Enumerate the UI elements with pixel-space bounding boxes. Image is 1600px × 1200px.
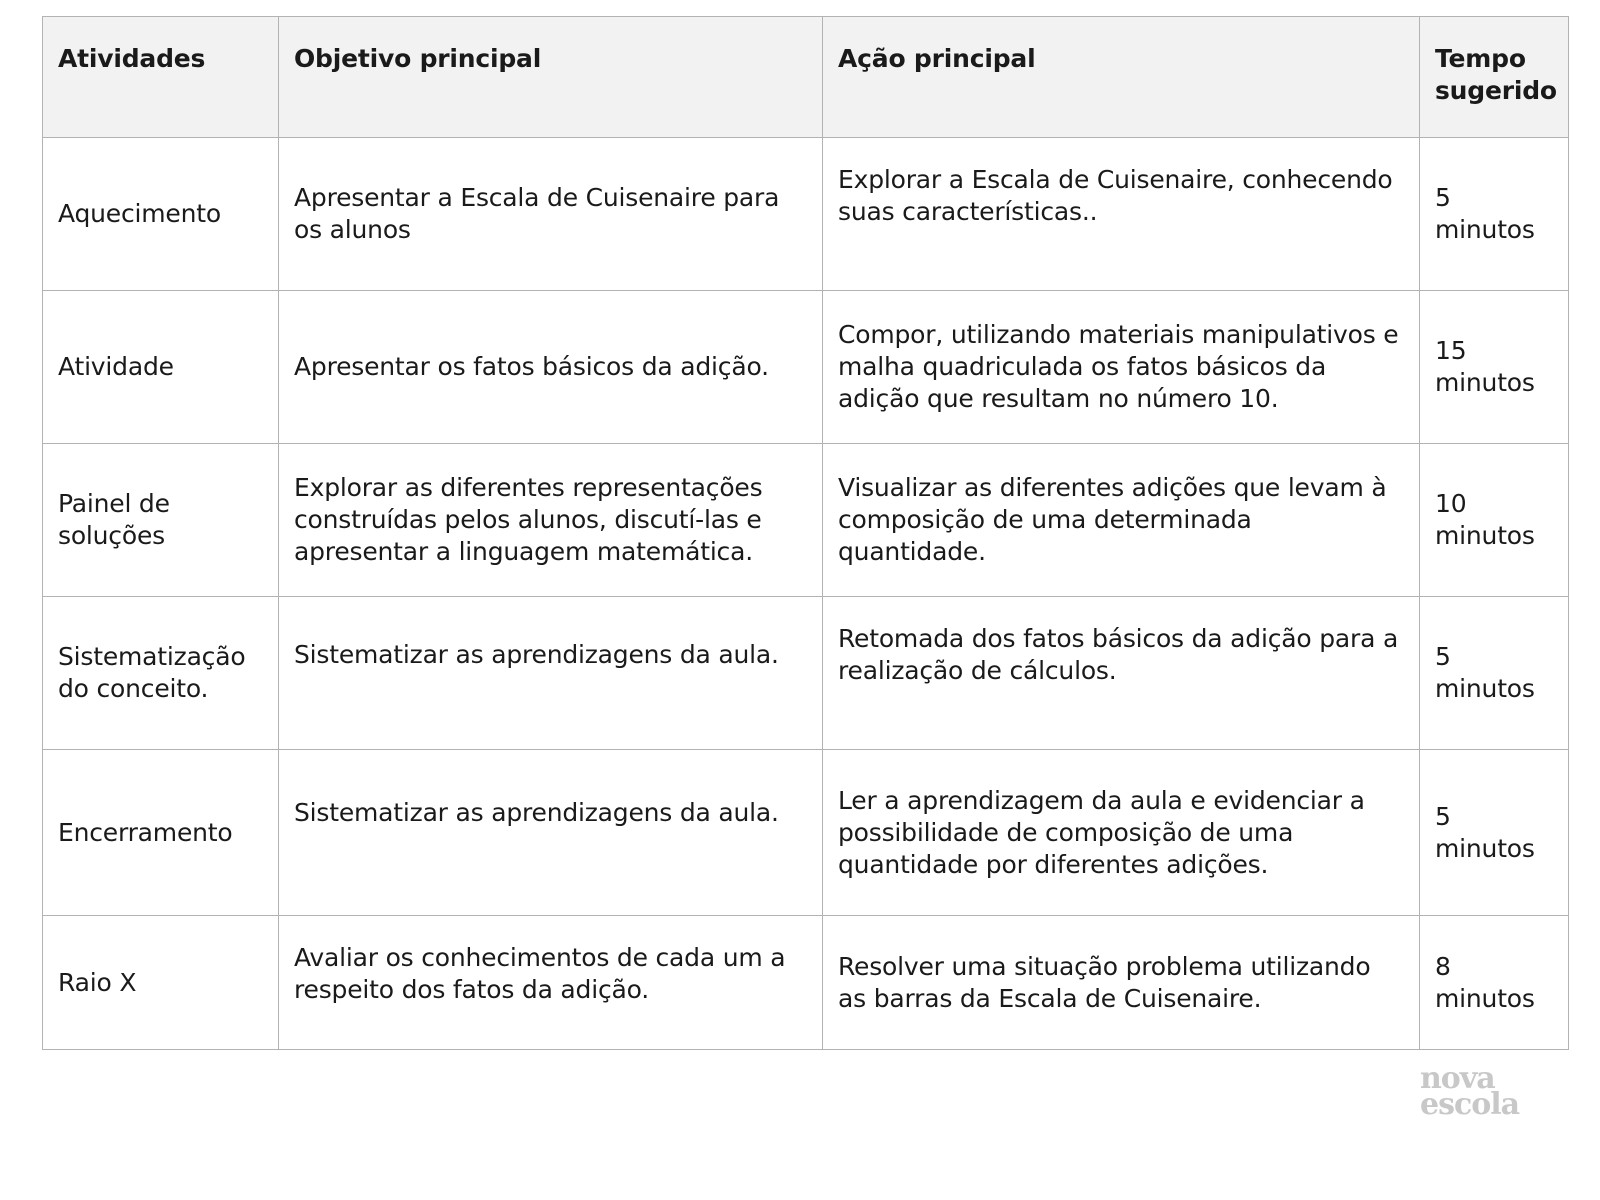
logo-line-1: nova: [1420, 1061, 1495, 1096]
table-row: [43, 138, 1569, 291]
table-row: [43, 916, 1569, 1050]
objective-cell: Avaliar os conhecimentos de cada um a respeito dos fatos da adição.: [279, 916, 823, 1050]
action-cell: Ler a aprendizagem da aula e evidenciar a possibilidade de composição de uma quantidade por diferentes adições.: [823, 750, 1420, 916]
header-suggested-time: Tempo sugerido: [1420, 17, 1569, 138]
table-row: [43, 444, 1569, 597]
time-cell: 5 minutos: [1420, 597, 1569, 750]
logo-line-2: escola: [1420, 1087, 1520, 1122]
table-row: [43, 291, 1569, 444]
activity-cell: Aquecimento: [43, 138, 279, 291]
table-row: [43, 750, 1569, 916]
activity-cell: Painel de soluções: [43, 444, 279, 597]
header-row: [43, 17, 1569, 138]
table-header: [43, 17, 1569, 138]
activity-cell: Sistematização do conceito.: [43, 597, 279, 750]
header-activities: Atividades: [43, 17, 279, 138]
action-cell: Explorar a Escala de Cuisenaire, conhecendo suas características..: [823, 138, 1420, 291]
time-cell: 10 minutos: [1420, 444, 1569, 597]
activity-cell: Atividade: [43, 291, 279, 444]
objective-cell: Explorar as diferentes representações construídas pelos alunos, discutí-las e apresentar a linguagem matemática.: [279, 444, 823, 597]
time-cell: 5 minutos: [1420, 750, 1569, 916]
time-cell: 15 minutos: [1420, 291, 1569, 444]
objective-cell: Sistematizar as aprendizagens da aula.: [279, 750, 823, 916]
table-row: [43, 597, 1569, 750]
action-cell: Resolver uma situação problema utilizando as barras da Escala de Cuisenaire.: [823, 916, 1420, 1050]
action-cell: Compor, utilizando materiais manipulativos e malha quadriculada os fatos básicos da adição que resultam no número 10.: [823, 291, 1420, 444]
action-cell: Visualizar as diferentes adições que levam à composição de uma determinada quantidade.: [823, 444, 1420, 597]
activity-cell: Raio X: [43, 916, 279, 1050]
objective-cell: Apresentar os fatos básicos da adição.: [279, 291, 823, 444]
lesson-plan-table: [42, 16, 1569, 1050]
time-cell: 5 minutos: [1420, 138, 1569, 291]
action-cell: Retomada dos fatos básicos da adição para a realização de cálculos.: [823, 597, 1420, 750]
table-body: [43, 138, 1569, 1050]
nova-escola-logo: [1420, 1061, 1542, 1122]
header-main-objective: Objetivo principal: [279, 17, 823, 138]
activity-cell: Encerramento: [43, 750, 279, 916]
objective-cell: Apresentar a Escala de Cuisenaire para os alunos: [279, 138, 823, 291]
time-cell: 8 minutos: [1420, 916, 1569, 1050]
header-main-action: Ação principal: [823, 17, 1420, 138]
objective-cell: Sistematizar as aprendizagens da aula.: [279, 597, 823, 750]
